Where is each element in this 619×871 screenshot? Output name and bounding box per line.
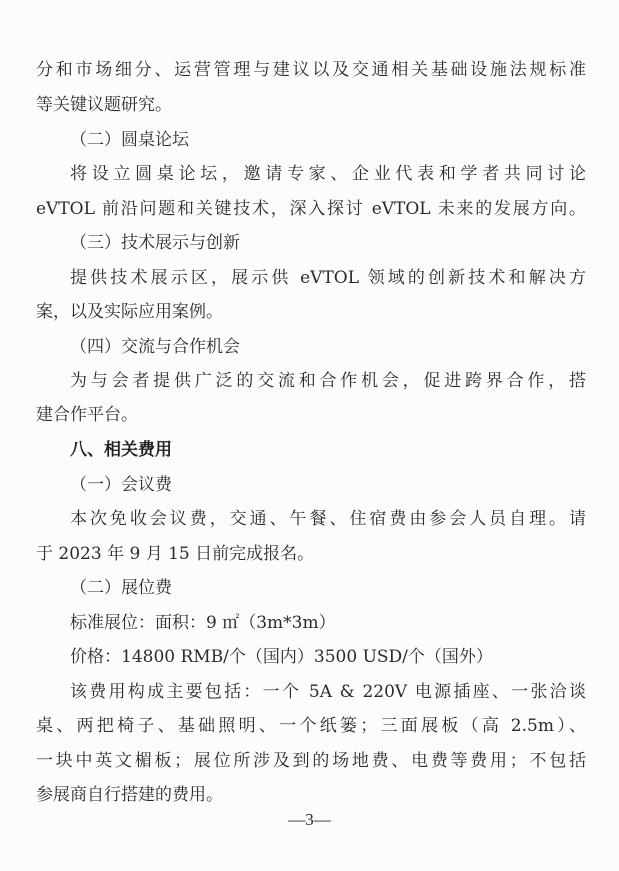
body-text-line: 价格：14800 RMB/个（国内）3500 USD/个（国外）	[70, 647, 493, 667]
section-subheading: （三）技术展示与创新	[70, 233, 240, 253]
body-text-line: 标准展位：面积：9 ㎡（3m*3m）	[70, 613, 336, 633]
section-subheading: （二）圆桌论坛	[70, 130, 189, 150]
page-number: —3—	[288, 810, 331, 829]
body-text-line: 桌、两把椅子、基础照明、一个纸篓；三面展板（高 2.5m）、	[36, 716, 586, 736]
body-text-line: 将设立圆桌论坛，邀请专家、企业代表和学者共同讨论	[70, 164, 586, 184]
body-text-line: 建合作平台。	[36, 405, 138, 425]
body-text-line: 提供技术展示区，展示供 eVTOL 领域的创新技术和解决方	[70, 268, 586, 288]
body-text-line: 等关键议题研究。	[36, 95, 172, 115]
section-subheading: （四）交流与合作机会	[70, 337, 240, 357]
section-subheading: （一）会议费	[70, 475, 172, 495]
section-subheading: （二）展位费	[70, 578, 172, 598]
body-text-line: 于 2023 年 9 月 15 日前完成报名。	[36, 544, 315, 564]
body-text-line: 分和市场细分、运营管理与建议以及交通相关基础设施法规标准	[36, 60, 586, 80]
body-text-line: 参展商自行搭建的费用。	[36, 785, 223, 805]
body-text-line: 案，以及实际应用案例。	[36, 302, 223, 322]
body-text-line: 为与会者提供广泛的交流和合作机会，促进跨界合作，搭	[70, 371, 586, 391]
body-text-line: eVTOL 前沿问题和关键技术，深入探讨 eVTOL 未来的发展方向。	[36, 199, 586, 219]
body-text-line: 该费用构成主要包括：一个 5A & 220V 电源插座、一张洽谈	[70, 682, 586, 702]
body-text-line: 本次免收会议费，交通、午餐、住宿费由参会人员自理。请	[70, 509, 586, 529]
section-heading: 八、相关费用	[70, 440, 172, 460]
body-text-line: 一块中英文楣板；展位所涉及到的场地费、电费等费用；不包括	[36, 751, 586, 771]
